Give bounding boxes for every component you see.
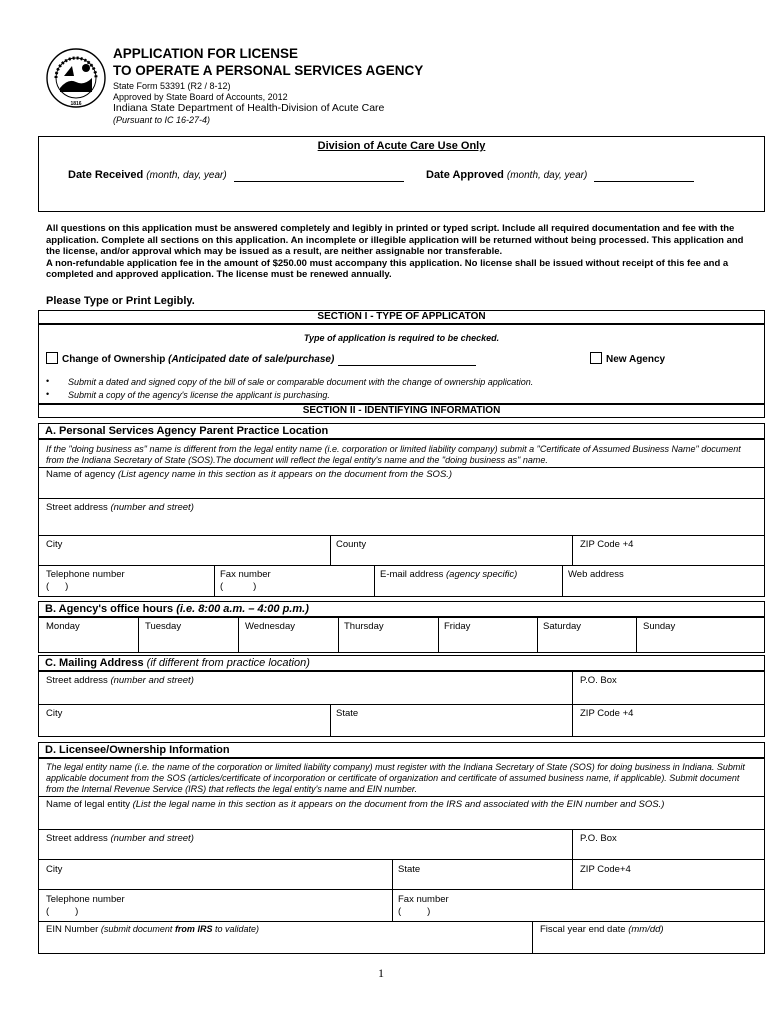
- fiscal-year-label: Fiscal year end date (mm/dd): [540, 924, 664, 935]
- street-address-label: Street address (number and street): [46, 502, 194, 513]
- seal-year: 1816: [70, 101, 82, 107]
- divider: [392, 859, 393, 921]
- licensee-telephone-label: Telephone number: [46, 894, 125, 905]
- section-d-title: D. Licensee/Ownership Information: [38, 742, 765, 758]
- web-address-label: Web address: [568, 569, 624, 580]
- mailing-street-label: Street address (number and street): [46, 675, 194, 686]
- fax-label: Fax number: [220, 569, 271, 580]
- section-a-title: A. Personal Services Agency Parent Practice Location: [38, 423, 765, 439]
- section-c-title: C. Mailing Address (if different from practice location): [38, 655, 765, 671]
- ein-label: EIN Number (submit document from IRS to validate): [46, 924, 259, 935]
- bullet-dot: •: [46, 376, 50, 386]
- city-label: City: [46, 539, 63, 550]
- form-title-line2: TO OPERATE A PERSONAL SERVICES AGENCY: [113, 63, 424, 78]
- use-only-title: Division of Acute Care Use Only: [317, 140, 486, 152]
- divider: [338, 617, 339, 653]
- bullet-dot: •: [46, 389, 50, 399]
- licensee-po-box-label: P.O. Box: [580, 833, 617, 844]
- sale-date-field[interactable]: [338, 354, 476, 366]
- day-monday: Monday: [46, 621, 80, 632]
- licensee-fax-area-code[interactable]: ( ): [398, 906, 431, 917]
- divider: [537, 617, 538, 653]
- day-wednesday: Wednesday: [245, 621, 295, 632]
- date-approved-label: Date Approved (month, day, year): [426, 169, 588, 181]
- divider: [438, 617, 439, 653]
- day-sunday: Sunday: [643, 621, 676, 632]
- legal-entity-label: Name of legal entity (List the legal name in this section as it appears on the document from the IRS and associated with the EIN number and SOS.): [46, 799, 665, 810]
- section2-title: SECTION II - IDENTIFYING INFORMATION: [38, 404, 765, 418]
- change-of-ownership-checkbox[interactable]: [46, 352, 58, 364]
- divider: [38, 921, 765, 922]
- form-number: State Form 53391 (R2 / 8-12): [113, 81, 231, 91]
- mailing-zip-label: ZIP Code +4: [580, 708, 634, 719]
- divider: [214, 565, 215, 597]
- divider: [38, 889, 765, 890]
- page-number: 1: [378, 966, 384, 980]
- date-approved-field[interactable]: [594, 169, 694, 182]
- day-thursday: Thursday: [344, 621, 384, 632]
- licensee-fax-label: Fax number: [398, 894, 449, 905]
- statute: (Pursuant to IC 16-27-4): [113, 115, 211, 125]
- divider: [38, 796, 765, 797]
- indiana-state-seal: [46, 48, 106, 108]
- divider: [38, 859, 765, 860]
- approved-by: Approved by State Board of Accounts, 2012: [113, 92, 288, 102]
- section1-title: SECTION I - TYPE OF APPLICATON: [38, 310, 765, 324]
- licensee-state-label: State: [398, 864, 421, 875]
- divider: [572, 535, 573, 565]
- telephone-label: Telephone number: [46, 569, 125, 580]
- licensee-telephone-area-code[interactable]: ( ): [46, 906, 79, 917]
- zip-label: ZIP Code +4: [580, 539, 634, 550]
- day-saturday: Saturday: [543, 621, 582, 632]
- mailing-state-label: State: [336, 708, 359, 719]
- email-label: E-mail address (agency specific): [380, 569, 518, 580]
- divider: [138, 617, 139, 653]
- day-tuesday: Tuesday: [145, 621, 182, 632]
- new-agency-checkbox[interactable]: [590, 352, 602, 364]
- instructions: All questions on this application must be answered completely and legibly in printed or typed script. Include all required documentation and fee with the application. Complete all sections on this application. An incomplete or illegible application will be returned without being processed. This application and the license, and/or approval which may be issued as a result, are neither assignable nor transferable. A non-refundable application fee in the amount of $250.00 must accompany this application. No license shall be issued without receipt of this fee and a completed and approved application. The license must be renewed annually.: [46, 223, 744, 281]
- form-title-line1: APPLICATION FOR LICENSE: [113, 46, 299, 61]
- divider: [330, 535, 331, 565]
- divider: [532, 921, 533, 954]
- change-of-ownership-label: Change of Ownership (Anticipated date of sale/purchase): [62, 354, 335, 365]
- licensee-street-label: Street address (number and street): [46, 833, 194, 844]
- new-agency-label: New Agency: [606, 354, 666, 365]
- licensee-zip-label: ZIP Code+4: [580, 864, 631, 875]
- day-friday: Friday: [444, 621, 471, 632]
- divider: [38, 535, 765, 536]
- divider: [562, 565, 563, 597]
- divider: [38, 467, 765, 468]
- telephone-area-code[interactable]: ( ): [46, 581, 69, 592]
- department: Indiana State Department of Health-Division of Acute Care: [113, 102, 385, 114]
- licensee-city-label: City: [46, 864, 63, 875]
- section-d-note: The legal entity name (i.e. the name of the corporation or limited liability company) must register with the Indiana Secretary of State (SOS) for doing business in Indiana. Submit applicable document from the SOS (articles/certificate of incorporation or certificate of organization and certificate of assumed business name, if applicable). Submit document from the Internal Revenue Service (IRS) that reflects the legal entity's name and EIN number.: [46, 762, 745, 794]
- divider: [38, 704, 765, 705]
- please-type: Please Type or Print Legibly.: [46, 295, 195, 307]
- date-received-label: Date Received (month, day, year): [68, 169, 227, 181]
- section1-bullet-1: Submit a dated and signed copy of the bill of sale or comparable document with the change of ownership application.: [68, 377, 534, 387]
- divider: [374, 565, 375, 597]
- county-label: County: [336, 539, 367, 550]
- section-a-note: If the "doing business as" name is different from the legal entity name (i.e. corporation or limited liability company) submit a "Certificate of Assumed Business Name" document from the Indiana Secretary of State (SOS).The document will reflect the legal entity's name and the "doing business as" name.: [46, 444, 741, 465]
- mailing-po-box-label: P.O. Box: [580, 675, 617, 686]
- divider: [330, 704, 331, 737]
- agency-name-label: Name of agency (List agency name in this section as it appears on the document from the SOS.): [46, 469, 453, 480]
- required-note: Type of application is required to be checked.: [303, 333, 500, 343]
- mailing-city-label: City: [46, 708, 63, 719]
- section1-bullet-2: Submit a copy of the agency's license the applicant is purchasing.: [68, 390, 330, 400]
- divider: [38, 498, 765, 499]
- divider: [38, 829, 765, 830]
- divider: [636, 617, 637, 653]
- date-received-field[interactable]: [234, 169, 404, 182]
- fax-area-code[interactable]: ( ): [220, 581, 257, 592]
- divider: [238, 617, 239, 653]
- divider: [38, 565, 765, 566]
- section-b-title: B. Agency's office hours (i.e. 8:00 a.m. – 4:00 p.m.): [38, 601, 765, 617]
